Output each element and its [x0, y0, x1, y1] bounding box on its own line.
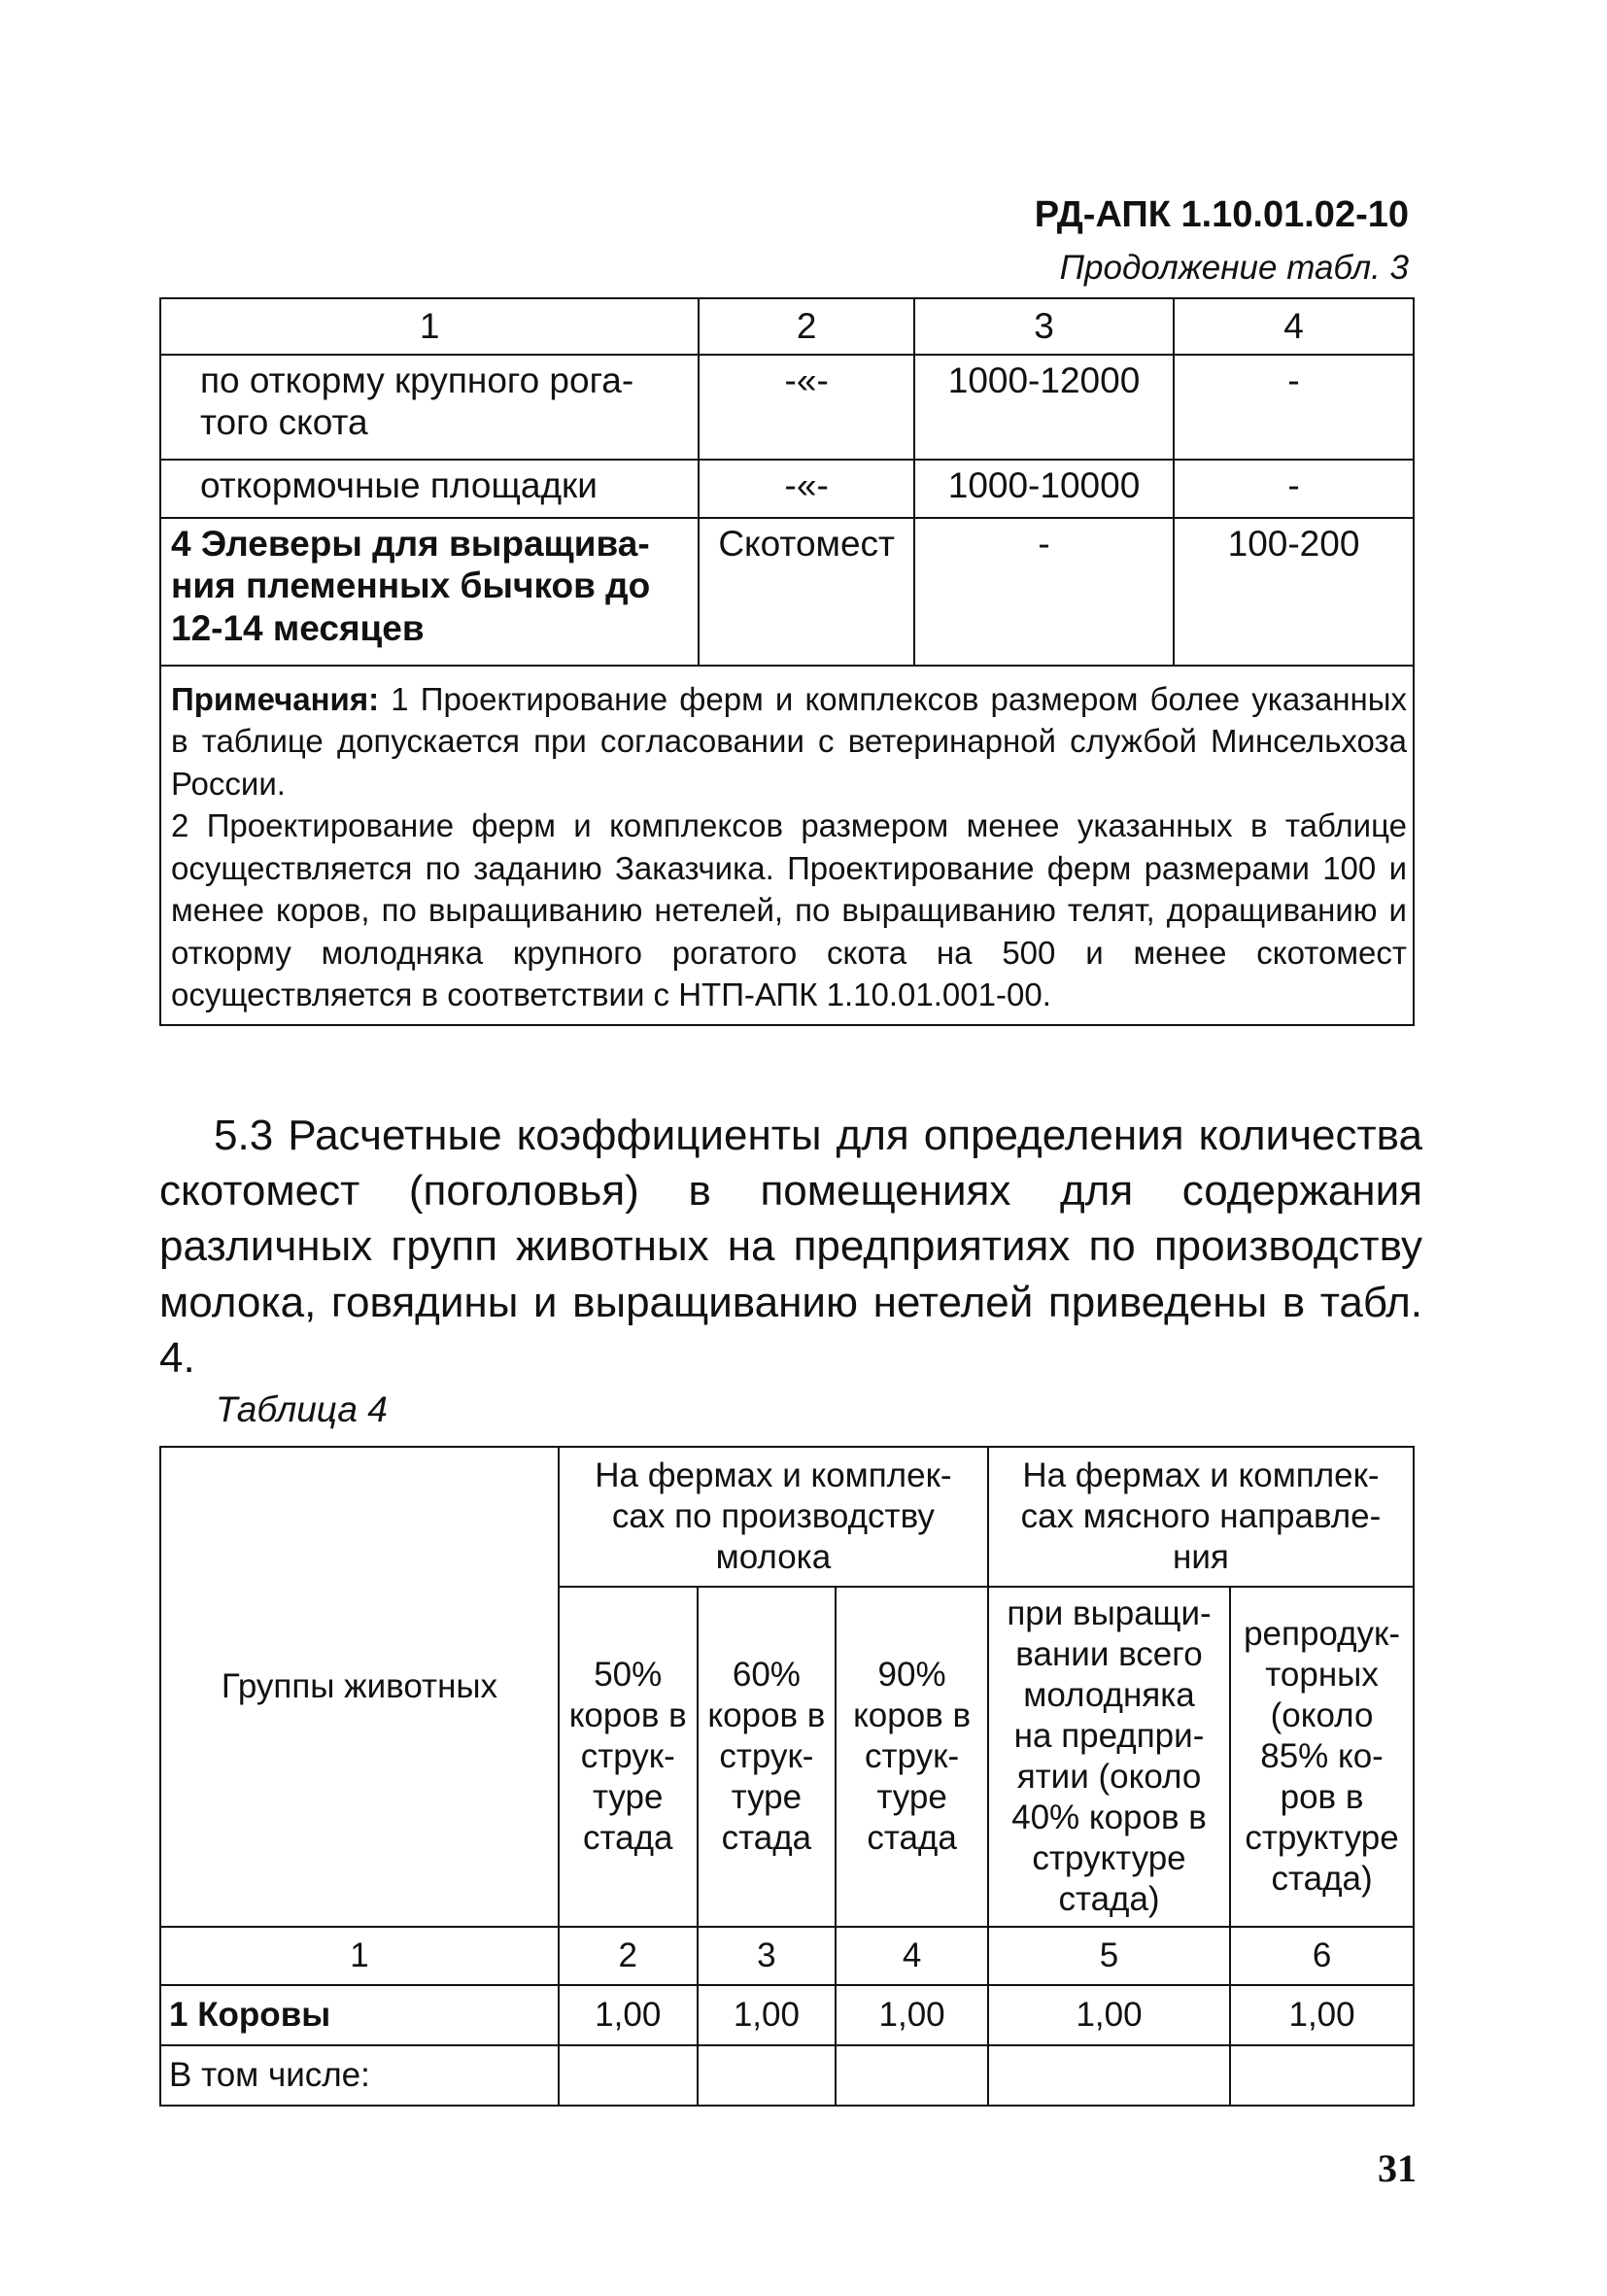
table-cell — [836, 2045, 988, 2106]
table-3-col-header: 3 — [914, 298, 1174, 355]
table-3 — [159, 297, 1415, 1026]
row-label: 1 Коровы — [160, 1985, 559, 2045]
subheader-cell: 90% коров в струк- туре стада — [836, 1587, 988, 1927]
table-cell — [1230, 2045, 1414, 2106]
table-4-caption: Таблица 4 — [216, 1389, 388, 1429]
table-continuation-label: Продолжение табл. 3 — [1059, 249, 1409, 287]
table-4-header-row — [160, 1447, 1414, 1587]
group-header: Группы животных — [160, 1447, 559, 1927]
paragraph-5-3: 5.3 Расчетные коэффициенты для определения количества скотомест (поголовья) в помещениях для содержания различных групп животных на предприятиях по производству молока, говядины и выращиванию нетелей приведены в табл. 4. — [159, 1112, 1422, 1382]
table-cell: 1,00 — [559, 1985, 698, 2045]
table-cell: 1000-10000 — [914, 460, 1174, 518]
notes-row — [160, 666, 1414, 1025]
column-number: 5 — [988, 1927, 1230, 1985]
table-cell: -«- — [699, 355, 914, 460]
table-row — [160, 355, 1414, 460]
table-cell — [559, 2045, 698, 2106]
table-4 — [159, 1446, 1415, 2107]
table-cell: -«- — [699, 460, 914, 518]
note-1 — [171, 678, 1407, 805]
column-number-row — [160, 1927, 1414, 1985]
subheader-cell: 60% коров в струк- туре стада — [698, 1587, 837, 1927]
table-3-header-row — [160, 298, 1414, 355]
table-cell — [988, 2045, 1230, 2106]
table-cell: Скотомест — [699, 518, 914, 666]
column-number: 3 — [698, 1927, 837, 1985]
table-cell: 1000-12000 — [914, 355, 1174, 460]
notes-label: Примечания: — [171, 680, 380, 717]
table-cell: - — [1174, 355, 1414, 460]
table-row — [160, 2045, 1414, 2106]
table-cell: по откорму крупного рога- того скота — [160, 355, 699, 460]
column-number: 6 — [1230, 1927, 1414, 1985]
table-3-col-header: 1 — [160, 298, 699, 355]
table-cell: - — [914, 518, 1174, 666]
table-3-col-header: 2 — [699, 298, 914, 355]
table-3-col-header: 4 — [1174, 298, 1414, 355]
column-number: 2 — [559, 1927, 698, 1985]
subheader-cell: репродук- торных (около 85% ко- ров в структуре стада) — [1230, 1587, 1414, 1927]
table-cell: 4 Элеверы для выращива- ния племенных бычков до 12-14 месяцев — [160, 518, 699, 666]
page-number: 31 — [1378, 2146, 1417, 2190]
notes-block — [160, 666, 1414, 1025]
beef-header: На фермах и комплек- сах мясного направле- ния — [988, 1447, 1414, 1587]
table-row — [160, 1985, 1414, 2045]
table-row — [160, 460, 1414, 518]
column-number: 4 — [836, 1927, 988, 1985]
row-label: В том числе: — [160, 2045, 559, 2106]
table-cell: 1,00 — [1230, 1985, 1414, 2045]
table-cell: 1,00 — [698, 1985, 837, 2045]
dairy-header: На фермах и комплек- сах по производству молока — [559, 1447, 988, 1587]
note-2: 2 Проектирование ферм и комплексов размером менее указанных в таблице осуществляется по заданию Заказчика. Проектирование ферм размерами 100 и менее коров, по выращиванию нетелей, по выращиванию телят, доращиванию и откорму молодняка крупного рогатого скота на 500 и менее скотомест осуществляется в соответствии с НТП-АПК 1.10.01.001-00. — [171, 807, 1407, 1013]
column-number: 1 — [160, 1927, 559, 1985]
table-cell: 100-200 — [1174, 518, 1414, 666]
subheader-cell: при выращи- вании всего молодняка на предпри- ятии (около 40% коров в структуре стада) — [988, 1587, 1230, 1927]
table-cell: 1,00 — [836, 1985, 988, 2045]
table-cell: - — [1174, 460, 1414, 518]
document-code: РД-АПК 1.10.01.02-10 — [1034, 194, 1409, 235]
note-1-text: 1 Проектирование ферм и комплексов размером более указанных в таблице допускается при согласовании с ветеринарной службой Минсельхоза России. — [171, 680, 1407, 802]
table-cell: откормочные площадки — [160, 460, 699, 518]
table-cell: 1,00 — [988, 1985, 1230, 2045]
subheader-cell: 50% коров в струк- туре стада — [559, 1587, 698, 1927]
table-row — [160, 518, 1414, 666]
table-cell — [698, 2045, 837, 2106]
